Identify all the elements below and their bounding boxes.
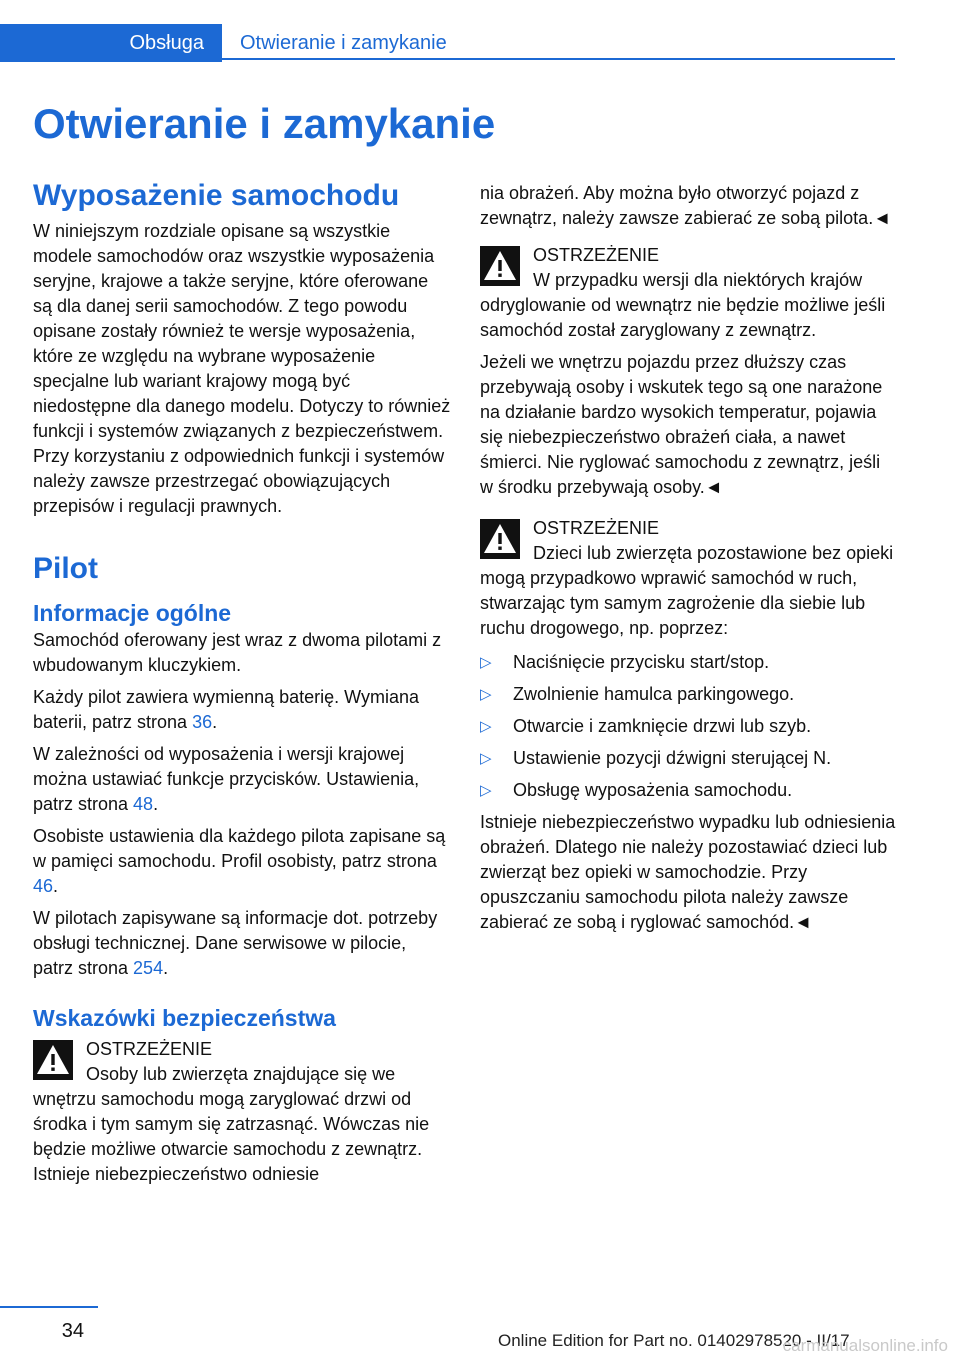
warning-text: Dzieci lub zwierzęta pozostawione bez opieki mogą przypadkowo wprawić samochód w ruch, stwarzając tym samym zagrożenie dla siebie lub ruchu drogowego, np. poprzez: <box>480 543 894 638</box>
general-heading: Informacje ogólne <box>33 600 232 626</box>
equipment-heading: Wyposażenie samochodu <box>33 179 400 212</box>
equipment-text: W niniejszym rozdziale opisane są wszystkie modele samochodów oraz wszystkie wyposażenia seryjne, krajowe a także seryjne, które oferowane są dla danej serii samochodów. Z tego powodu opisane zostały również te wersje wyposażenia, które ze względu na wybrane wyposażenie specjalne lub wariant krajowy mogą być niedostępne dla danego modelu. Dotyczy to również funkcji i systemów związanych z bezpieczeństwem. Przy korzystaniu z odpowiednich funkcji i systemów należy zawsze przestrzegać obowiązujących przepisów i regulacji prawnych. <box>33 221 451 516</box>
header-rule <box>222 58 895 60</box>
general-paragraph-5-text: W pilotach zapisywane są informacje dot. potrzeby obsługi technicznej. Dane serwisowe w pilocie, patrz strona <box>33 908 438 978</box>
header-bar <box>0 24 895 62</box>
general-paragraph-5 <box>33 906 451 981</box>
warning-block-1 <box>33 1037 451 1187</box>
list-item <box>480 682 898 707</box>
closing-paragraph: Istnieje niebezpieczeństwo wypadku lub odniesienia obrażeń. Dlatego nie należy pozostawiać dzieci lub zwierząt bez opieki w samochodzie. Przy opuszczaniu samochodu pilota należy zawsze zabierać ze sobą i ryglować samochód.◄ <box>480 812 896 932</box>
warning-block-3 <box>480 516 898 641</box>
hazard-list <box>480 650 898 803</box>
page-link-46[interactable]: 46 <box>33 876 54 896</box>
period: . <box>153 794 159 814</box>
warning-label: OSTRZEŻENIE <box>86 1039 213 1059</box>
period: . <box>212 712 218 732</box>
general-paragraph-1: Samochód oferowany jest wraz z dwoma pilotami z wbudowanym kluczykiem. <box>33 630 442 675</box>
header-chapter-tab[interactable] <box>240 24 447 62</box>
header-section-tab[interactable] <box>0 24 222 62</box>
list-item-text: Ustawienie pozycji dźwigni sterującej N. <box>513 748 832 768</box>
warning-label: OSTRZEŻENIE <box>533 518 660 538</box>
list-item <box>480 650 898 675</box>
general-paragraph-4-text: Osobiste ustawienia dla każdego pilota zapisane są w pamięci samochodu. Profil osobisty, patrz strona <box>33 826 446 871</box>
list-item-text: Zwolnienie hamulca parkingowego. <box>513 684 795 704</box>
warning-2-paragraph: Jeżeli we wnętrzu pojazdu przez dłuższy czas przebywają osoby i wskutek tego są one narażone na działanie bardzo wysokich temperatur, pojawia się niebezpieczeństwo obrażeń ciała, a nawet śmierci. Nie ryglować samochodu z zewnątrz, jeśli w środku przebywają osoby.◄ <box>480 352 883 497</box>
list-item-text: Naciśnięcie przycisku start/stop. <box>513 652 770 672</box>
safety-heading: Wskazówki bezpieczeństwa <box>33 1005 336 1031</box>
bullet-triangle-icon: ▷ <box>480 654 492 671</box>
bullet-triangle-icon: ▷ <box>480 718 492 735</box>
page-number: 34 <box>0 1306 98 1343</box>
page-link-48[interactable]: 48 <box>133 794 154 814</box>
bullet-triangle-icon: ▷ <box>480 750 492 767</box>
warning-label: OSTRZEŻENIE <box>533 245 660 265</box>
page-title: Otwieranie i zamykanie <box>33 100 496 147</box>
warning-icon <box>480 519 520 559</box>
header-section-label: Obsługa <box>129 31 204 54</box>
list-item <box>480 746 898 771</box>
bullet-triangle-icon: ▷ <box>480 686 492 703</box>
pilot-heading: Pilot <box>33 552 98 585</box>
list-item-text: Otwarcie i zamknięcie drzwi lub szyb. <box>513 716 812 736</box>
period: . <box>163 958 169 978</box>
warning-text: Osoby lub zwierzęta znajdujące się we wnętrzu samochodu mogą zaryglować drzwi od środka i tym samym się zatrzasnąć. Wówczas nie będzie możliwe otwarcie samochodu z zewnątrz. Istnieje niebezpieczeństwo odniesie <box>33 1064 430 1184</box>
warning-icon <box>33 1040 73 1080</box>
continued-paragraph: nia obrażeń. Aby można było otworzyć pojazd z zewnątrz, należy zawsze zabierać ze sobą pilota.◄ <box>480 183 892 228</box>
header-chapter-label: Otwieranie i zamykanie <box>240 31 447 54</box>
warning-icon <box>480 246 520 286</box>
general-paragraph-3-text: W zależności od wyposażenia i wersji krajowej można ustawiać funkcje przycisków. Ustawienia, patrz strona <box>33 744 420 814</box>
general-paragraph-3 <box>33 742 451 817</box>
list-item-text: Obsługę wyposażenia samochodu. <box>513 780 793 800</box>
warning-text: W przypadku wersji dla niektórych krajów odryglowanie od wewnątrz nie będzie możliwe jeśli samochód został zaryglowany z zewnątrz. <box>480 270 886 340</box>
edition-footer: Online Edition for Part no. 01402978520 - II/17 <box>498 1331 850 1350</box>
warning-block-2 <box>480 243 898 343</box>
watermark: carmanualsonline.info <box>782 1336 948 1355</box>
right-column <box>480 181 898 935</box>
list-item <box>480 714 898 739</box>
page-link-254[interactable]: 254 <box>133 958 164 978</box>
left-column <box>33 176 451 1187</box>
general-paragraph-4 <box>33 824 451 899</box>
general-paragraph-2-text: Każdy pilot zawiera wymienną baterię. Wymiana baterii, patrz strona <box>33 687 420 732</box>
period: . <box>53 876 59 896</box>
page-link-36[interactable]: 36 <box>192 712 213 732</box>
general-paragraph-2 <box>33 685 451 735</box>
list-item <box>480 778 898 803</box>
bullet-triangle-icon: ▷ <box>480 782 492 799</box>
